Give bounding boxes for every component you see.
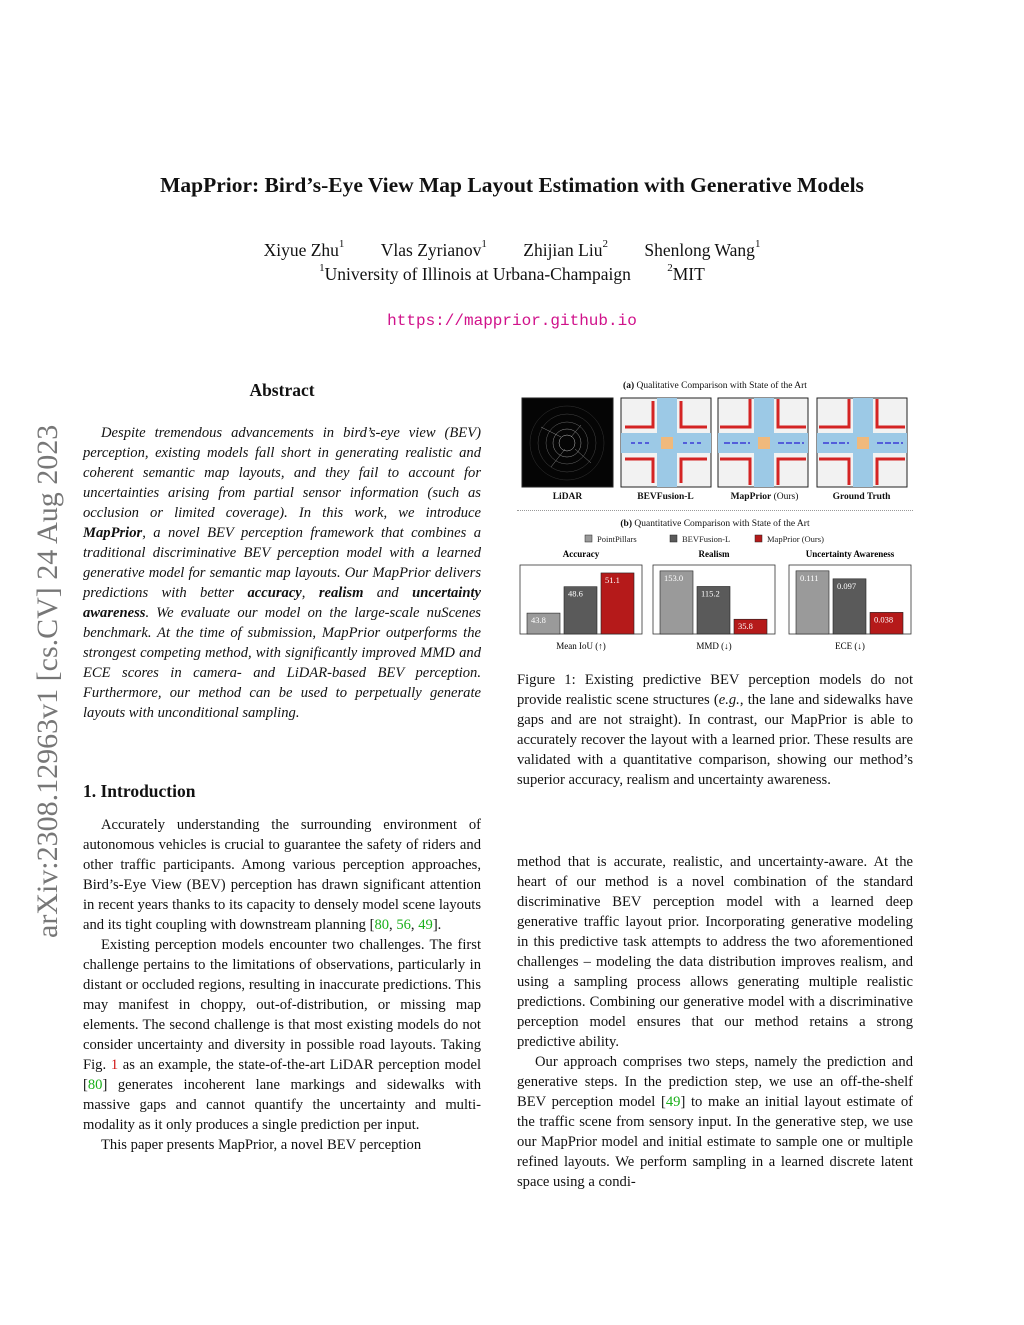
citation-link[interactable]: 80 [87,1077,103,1093]
legend-swatch [755,535,762,542]
author: Vlas Zyrianov$^1$ [380,238,487,260]
affiliation: $^2$MIT [667,262,705,284]
panel-a-title: (a) Qualitative Comparison with State of the Art [623,381,807,391]
bar-value-label: 0.111 [800,572,819,583]
qualitative-panels [521,397,913,490]
citation-link[interactable]: 56 [396,917,411,933]
citation-link[interactable]: 80 [374,917,390,933]
mapprior-map-image [718,398,808,487]
qual-label: Ground Truth [832,492,891,502]
axis-label: MMD (↓) [696,641,732,651]
bevfusion-map-image [621,398,711,487]
paper-title: MapPrior: Bird’s-Eye View Map Layout Estimation with Generative Models [160,173,864,197]
legend-label: MapPrior (Ours) [767,534,824,544]
legend-label: PointPillars [597,534,637,544]
bar-value-label: 0.097 [837,580,857,591]
bar-value-label: 153.0 [664,572,684,583]
bar-value-label: 48.6 [568,588,583,599]
citation-link[interactable]: 49 [665,1094,681,1110]
bar-value-label: 0.038 [874,614,894,625]
author-list [0,240,1024,261]
qual-label: MapPrior (Ours) [730,492,799,502]
axis-label: Mean IoU (↑) [556,641,606,651]
legend-label: BEVFusion-L [682,534,731,544]
chart-title: Uncertainty Awareness [805,549,895,559]
chart-title: Realism [698,549,730,559]
bar-charts [515,530,915,655]
bar-value-label: 51.1 [605,574,620,585]
citation-link[interactable]: 49 [418,917,433,933]
body-paragraph: Our approach comprises two steps, namely the prediction and generative steps. In the prediction step, we use an off-the-shelf BEV perception model [49] to make an initial layout estimate of the traffic scene from sensory input. In the generative step, we use our MapPrior model and initial estimate to sample one or multiple refined layouts. We perform sampling in a learned discrete latent space using a condi- [517,1054,914,1190]
figure-caption: Figure 1: Existing predictive BEV perception models do not provide realistic scene structures (e.g., the lane and sidewalks have gaps and are not straight). In contrast, our MapPrior is able to accurately recover the layout with a learned prior. These results are validated with a quantitative comparison, showing our method’s superior accuracy, realism and uncertainty awareness. [517,672,913,788]
intro-paragraph: Accurately understanding the surrounding environment of autonomous vehicles is crucial to guarantee the safety of riders and other traffic participants. Among various perception approaches, Bird’s-Eye View (BEV) perception has drawn significant attention in recent years thanks to its capacity to densely model scene layouts and its tight coupling with downstream planning [80, 56, 49]. [83,817,481,933]
arxiv-id: arXiv:2308.12963v1 [cs.CV] 24 Aug 2023 [31,424,64,938]
intro-paragraph: This paper presents MapPrior, a novel BEV perception [101,1137,422,1153]
axis-label: ECE (↓) [835,641,865,651]
chart-title: Accuracy [562,549,600,559]
intro-heading: 1. Introduction [83,781,196,801]
bar-value-label: 115.2 [701,588,720,599]
lidar-scan-image [522,398,613,487]
author: Shenlong Wang$^1$ [644,238,761,260]
figure-divider [517,510,913,511]
author: Xiyue Zhu$^1$ [263,238,345,260]
abstract-heading: Abstract [249,380,315,400]
project-url-link[interactable]: https://mapprior.github.io [387,312,637,330]
author: Zhijian Liu$^2$ [523,238,608,260]
arxiv-stamp [22,350,67,940]
qual-label: BEVFusion-L [637,492,694,502]
figure-ref-link[interactable]: 1 [110,1057,119,1073]
abstract-body: Despite tremendous advancements in bird’s-eye view (BEV) perception, existing models fall short in generating realistic and coherent semantic map layouts, and they fail to account for uncertainties arising from partial sensor information (such as occlusion or limited coverage). In this work, we introduce MapPrior, a novel BEV perception framework that combines a traditional discriminative BEV perception model with a learned generative model for semantic map layouts. Our MapPrior delivers predictions with better accuracy, realism and uncertainty awareness. We evaluate our model on the large-scale nuScenes benchmark. At the time of submission, MapPrior outperforms the strongest competing method, with significantly improved MMD and ECE scores in camera- and LiDAR-based BEV perception. Furthermore, our method can be used to perpetually generate layouts with unconditional sampling. [83,425,482,721]
body-paragraph: method that is accurate, realistic, and uncertainty-aware. At the heart of our method is a novel combination of the standard discriminative BEV perception model with a learned deep generative traffic layout prior. Incorporating generative modeling in this predictive task attempts to address the two aforementioned challenges – modeling the data distribution improves realism, and using a sampling process allows generating multiple realistic predictions. Combining our generative model with a discriminative perception model ensures that our method retains a strong predictive ability. [517,854,913,1050]
ground-truth-map-image [817,398,907,487]
intro-paragraph: Existing perception models encounter two challenges. The first challenge pertains to the limitations of observations, particularly in distant or occluded regions, resulting in inaccurate predictions. This may manifest in choppy, out-of-distribution, or missing map elements. The second challenge is that most existing models do not consider uncertainty and diversity in possible road layouts. Taking Fig. 1 as an example, the state-of-the-art LiDAR perception model [80] generates incoherent lane markings and sidewalks with massive gaps and cannot quantify the uncertainty and multi-modality as it only produces a single prediction per input. [83,937,482,1133]
panel-b-title: (b) Quantitative Comparison with State of the Art [620,519,810,529]
legend-swatch [585,535,592,542]
qual-label: LiDAR [552,492,583,502]
legend-swatch [670,535,677,542]
intro-body [83,815,481,1155]
affiliations [0,264,1024,285]
bar-value-label: 43.8 [531,615,546,626]
right-column-body [517,852,913,1192]
bar-value-label: 35.8 [738,621,753,632]
affiliation: $^1$University of Illinois at Urbana-Champaign [319,262,631,284]
